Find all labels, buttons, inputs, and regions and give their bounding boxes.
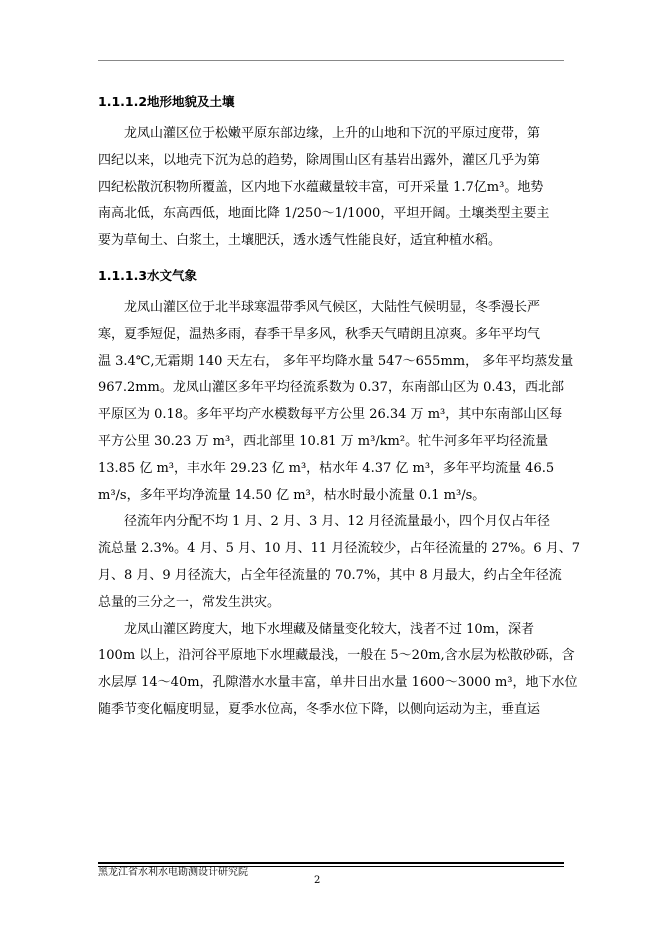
paragraph-runoff-distribution	[98, 509, 581, 616]
section-heading-hydrology: 1.1.1.3水文气象	[98, 267, 198, 283]
text-line: m³/s，多年平均净流量 14.50 亿 m³，枯水时最小流量 0.1 m³/s。	[98, 487, 486, 503]
text-line: 平原区为 0.18。多年平均产水模数每平方公里 26.34 万 m³，其中东南部山区每	[98, 407, 563, 423]
text-line: 总量的三分之一，常发生洪灾。	[98, 594, 281, 610]
text-line: 径流年内分配不均 1 月、2 月、3 月、12 月径流量最小，四个月仅占年径	[124, 514, 551, 530]
text-line: 水层厚 14～40m，孔隙潜水水量丰富，单井日出水量 1600～3000 m³，地下水位	[98, 675, 578, 691]
header-rule	[98, 60, 564, 61]
text-line: 龙凤山灌区位于松嫩平原东部边缘，上升的山地和下沉的平原过度带，第	[124, 126, 541, 141]
text-line: 月、8 月、9 月径流大，占全年径流量的 70.7%，其中 8 月最大，约占全年径流	[98, 567, 562, 583]
page-number: 2	[314, 875, 321, 886]
text-line: 100m 以上，沿河谷平原地下水埋藏最浅，一般在 5～20m,含水层为松散砂砾，含	[98, 648, 575, 664]
text-line: 13.85 亿 m³，丰水年 29.23 亿 m³，枯水年 4.37 亿 m³，多年平均流量 46.5	[98, 460, 555, 476]
text-line: 南高北低，东高西低，地面比降 1/250～1/1000，平坦开阔。土壤类型主要主	[98, 206, 550, 222]
section-heading-terrain: 1.1.1.2地形地貌及土壤	[98, 94, 235, 109]
text-line: 四纪松散沉积物所覆盖，区内地下水蕴藏量较丰富，可开采量 1.7亿m³。地势	[98, 179, 544, 195]
document-body	[98, 87, 581, 724]
text-line: 四纪以来，以地壳下沉为总的趋势，除周围山区有基岩出露外，灌区几乎为第	[98, 152, 541, 168]
text-line: 流总量 2.3%。4 月、5 月、10 月、11 月径流较少，占年径流量的 27%。6 月、7	[98, 541, 581, 557]
paragraph-groundwater	[98, 617, 578, 724]
paragraph-terrain	[98, 121, 564, 255]
paragraph-climate	[98, 295, 574, 509]
footer-rule	[98, 862, 564, 864]
text-line: 龙凤山灌区位于北半球寒温带季风气候区，大陆性气候明显，冬季漫长严	[124, 299, 541, 315]
text-line: 寒，夏季短促，温热多雨，春季干旱多风，秋季天气晴朗且凉爽。多年平均气	[98, 326, 541, 342]
text-line: 平方公里 30.23 万 m³，西北部里 10.81 万 m³/km²。牤牛河多年平均径流量	[98, 433, 549, 449]
text-line: 龙凤山灌区跨度大，地下水埋藏及储量变化较大，浅者不过 10m，深者	[124, 621, 535, 637]
text-line: 随季节变化幅度明显，夏季水位高，冬季水位下降，以侧向运动为主，垂直运	[98, 701, 541, 717]
text-line: 要为草甸土、白浆土，土壤肥沃，透水透气性能良好，适宜种植水稻。	[98, 233, 502, 249]
text-line: 温 3.4℃,无霜期 140 天左右， 多年平均降水量 547～655mm， 多年平均蒸发量	[98, 353, 574, 369]
text-line: 967.2mm。龙凤山灌区多年平均径流系数为 0.37，东南部山区为 0.43，西北部	[98, 380, 565, 396]
footer-organization: 黑龙江省水利水电勘测设计研究院	[98, 867, 248, 878]
